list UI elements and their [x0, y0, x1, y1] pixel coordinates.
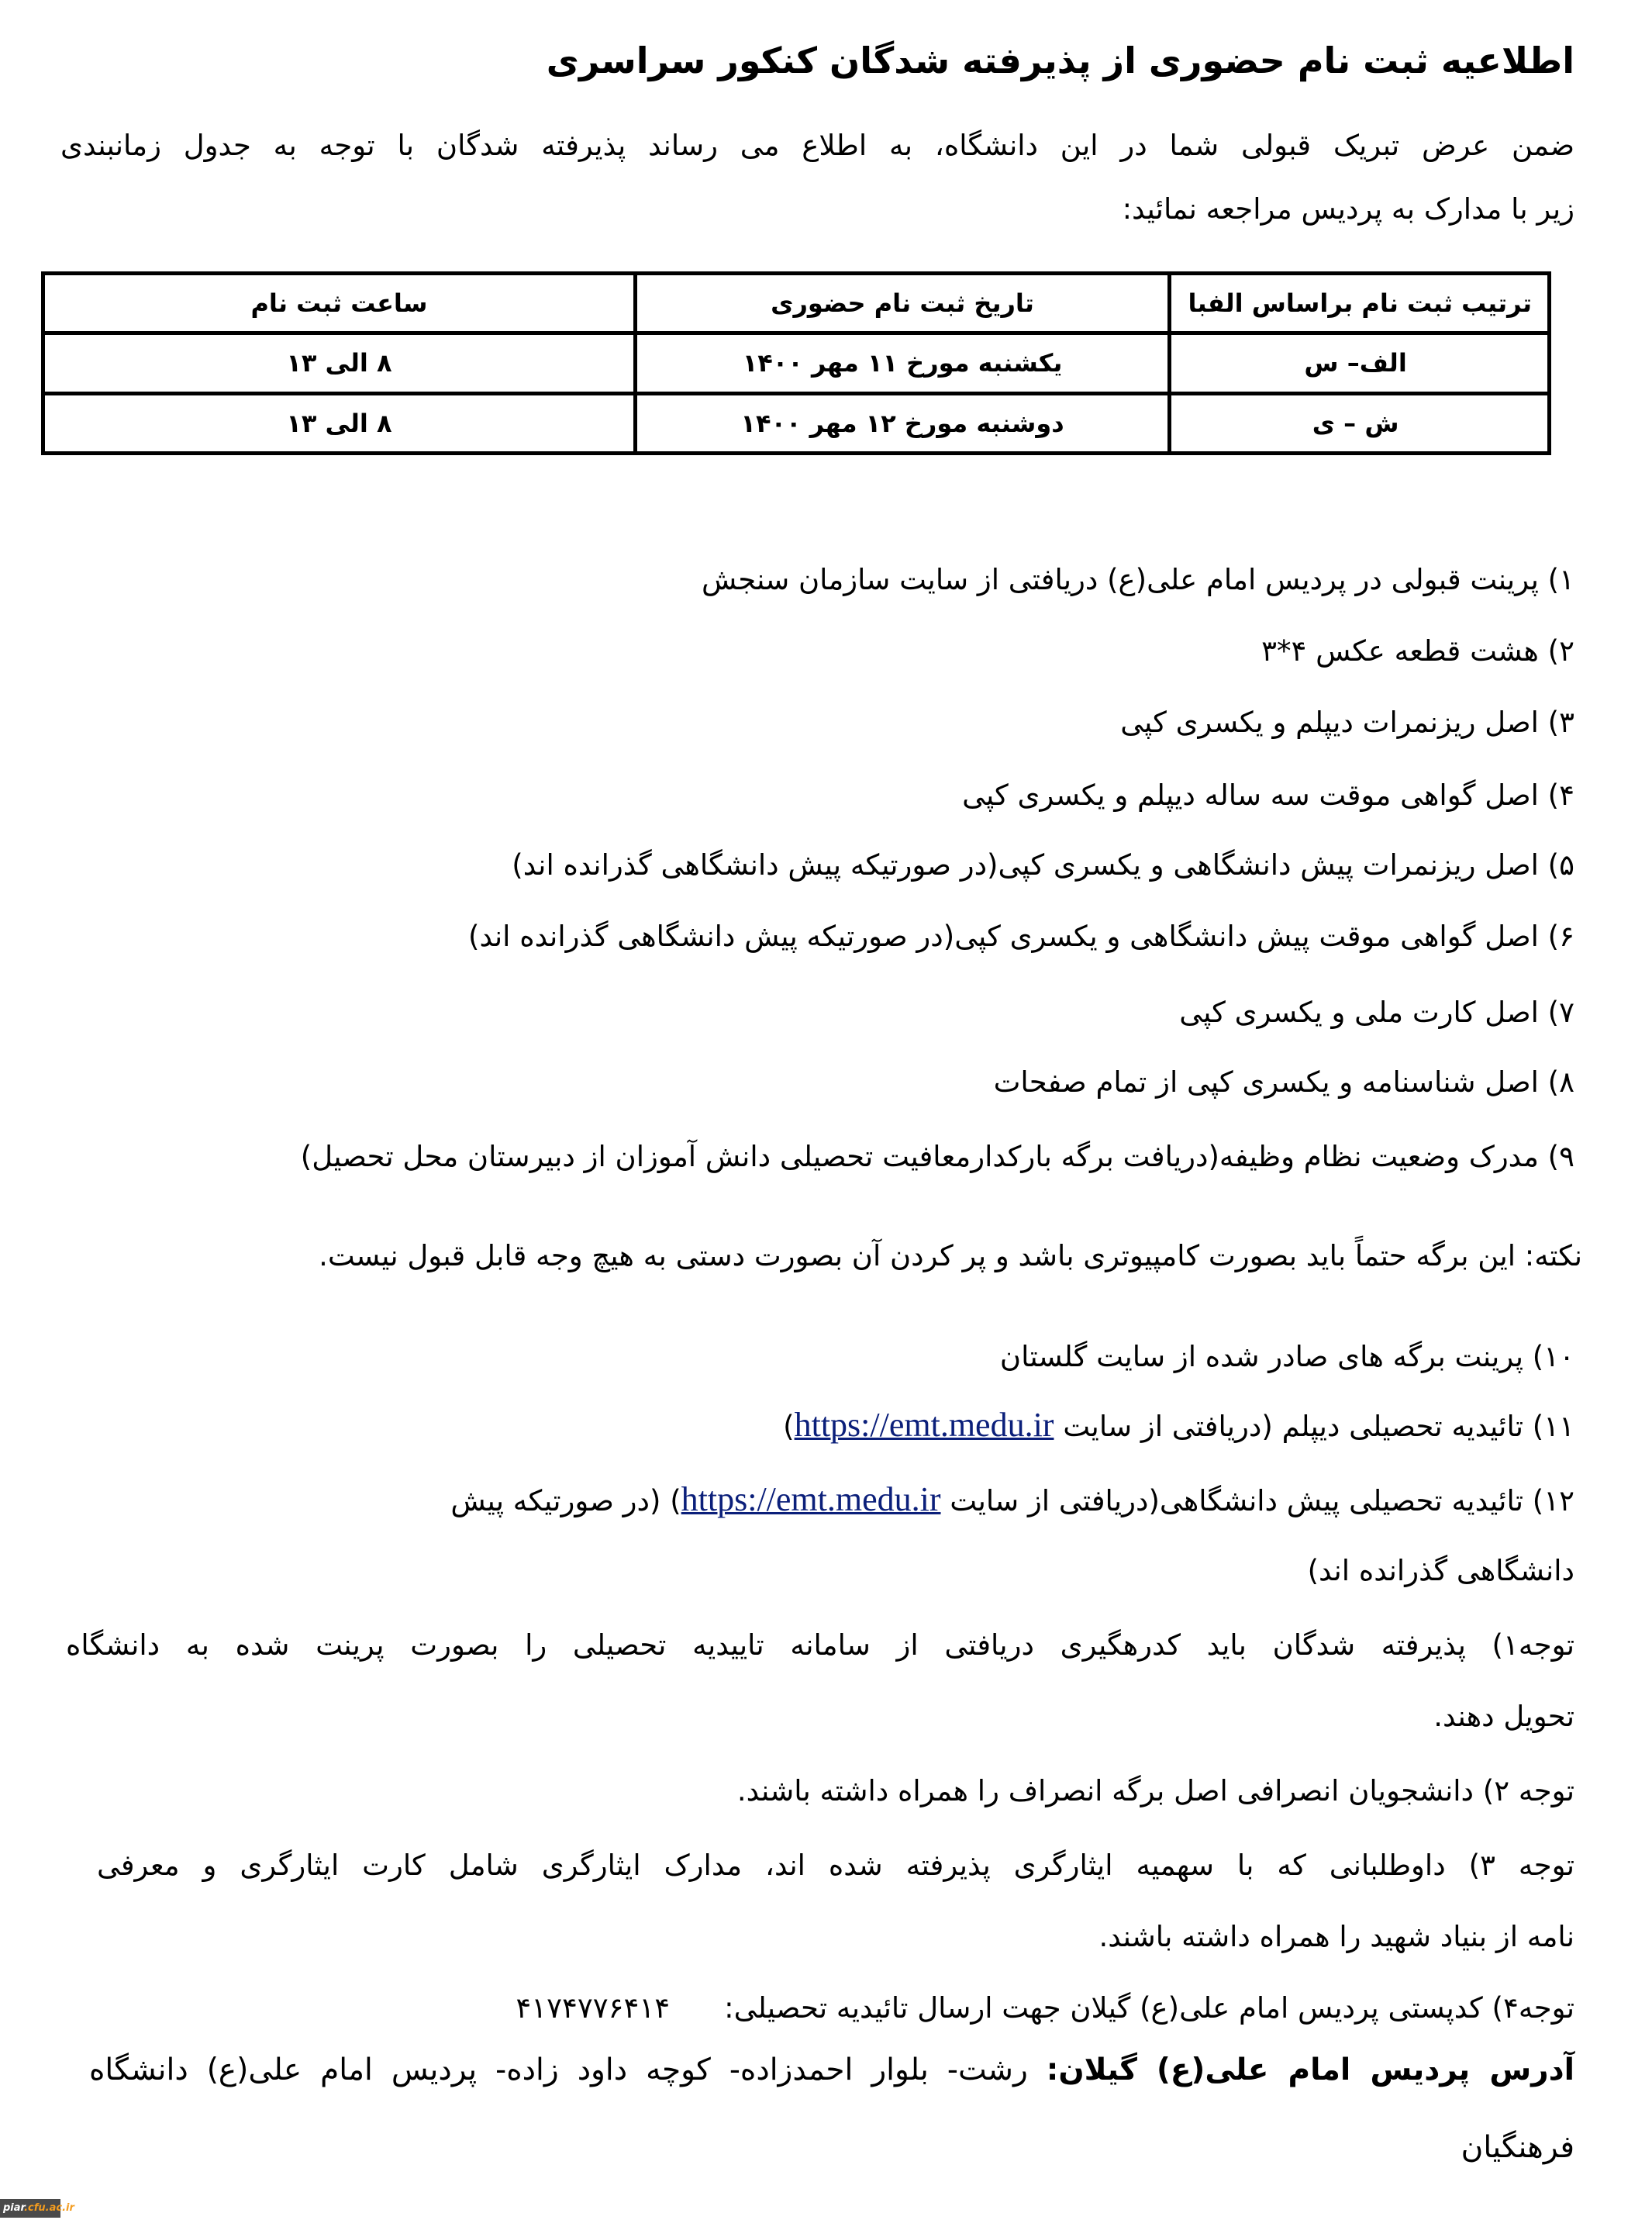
table-header-row	[43, 274, 1550, 333]
list-item-11	[47, 1402, 1574, 1452]
list-item: ۷) اصل کارت ملی و یکسری کپی	[1179, 996, 1574, 1029]
cell-alphabet-range: الف– س	[1170, 333, 1550, 393]
table-row	[43, 333, 1550, 393]
list-item: ۵) اصل ریزنمرات پیش دانشگاهی و یکسری کپی(در صورتیکه پیش دانشگاهی گذرانده اند)	[512, 848, 1574, 882]
cell-alphabet-range: ش – ی	[1170, 393, 1550, 453]
list-item: ۱۰) پرینت برگه های صادر شده از سایت گلستان	[999, 1340, 1574, 1373]
list-item: ۱) پرینت قبولی در پردیس امام علی(ع) دریافتی از سایت سازمان سنجش	[702, 563, 1574, 596]
address-label: آدرس پردیس امام علی(ع) گیلان:	[1046, 2053, 1574, 2087]
postal-code: ۴۱۷۴۷۷۶۴۱۴	[516, 1991, 671, 2025]
address-line-2: فرهنگیان	[1461, 2130, 1574, 2165]
table-row	[43, 393, 1550, 453]
notice-2: توجه ۲) دانشجویان انصرافی اصل برگه انصراف را همراه داشته باشند.	[736, 1774, 1574, 1807]
watermark-logo	[0, 2199, 74, 2218]
cell-hours: ۸ الی ۱۳	[43, 393, 636, 453]
list-item: ۲) هشت قطعه عکس ۴*۳	[1261, 634, 1574, 668]
cell-hours: ۸ الی ۱۳	[43, 333, 636, 393]
list-item: ۴) اصل گواهی موقت سه ساله دیپلم و یکسری کپی	[962, 779, 1574, 812]
header-registration-date: تاریخ ثبت نام حضوری	[635, 274, 1169, 333]
emt-medu-link[interactable]: https://emt.medu.ir	[794, 1406, 1054, 1444]
list-item: ۶) اصل گواهی موقت پیش دانشگاهی و یکسری کپی(در صورتیکه پیش دانشگاهی گذرانده اند)	[468, 920, 1574, 953]
cell-date: دوشنبه مورخ ۱۲ مهر ۱۴۰۰	[635, 393, 1169, 453]
notice-1-line-1: توجه۱) پذیرفته شدگان باید کدرهگیری دریافتی از سامانه تاییدیه تحصیلی را بصورت پرینت شده به دانشگاه	[66, 1628, 1574, 1662]
page-title: اطلاعیه ثبت نام حضوری از پذیرفته شدگان کنکور سراسری	[546, 40, 1574, 81]
item12-text: ۱۲) تائیدیه تحصیلی پیش دانشگاهی(دریافتی از سایت	[940, 1484, 1574, 1517]
emt-medu-link[interactable]: https://emt.medu.ir	[681, 1480, 941, 1518]
list-item-12	[155, 1476, 1574, 1526]
notice-1-line-2: تحویل دهند.	[1433, 1700, 1574, 1733]
item12-after: ) (در صورتیکه پیش	[450, 1484, 681, 1517]
watermark-part-2: .cfu.ac.ir	[24, 2202, 74, 2214]
list-item: ۳) اصل ریزنمرات دیپلم و یکسری کپی	[1120, 706, 1574, 739]
item11-text: ۱۱) تائیدیه تحصیلی دیپلم (دریافتی از سایت	[1054, 1410, 1574, 1443]
address-text: رشت- بلوار احمدزاده- کوچه داود زاده- پردیس امام علی(ع) دانشگاه	[89, 2053, 1047, 2087]
notice-4-label: توجه۴) کدپستی پردیس امام علی(ع) گیلان جهت ارسال تائیدیه تحصیلی:	[724, 1991, 1574, 2025]
intro-line-1: ضمن عرض تبریک قبولی شما در این دانشگاه، به اطلاع می رساند پذیرفته شدگان با توجه به جدول زمانبندی	[60, 129, 1574, 162]
list-item: ۸) اصل شناسنامه و یکسری کپی از تمام صفحات	[993, 1065, 1574, 1099]
item11-close: )	[783, 1410, 795, 1443]
schedule-table	[41, 271, 1551, 455]
notice-3-line-2: نامه از بنیاد شهید را همراه داشته باشند.	[1098, 1920, 1574, 1953]
header-registration-hours: ساعت ثبت نام	[43, 274, 636, 333]
list-item: ۹) مدرک وضعیت نظام وظیفه(دریافت برگه بارکدارمعافیت تحصیلی دانش آموزان از دبیرستان محل تحصیل)	[300, 1140, 1574, 1173]
watermark-part-1: piar	[3, 2202, 25, 2214]
cell-date: یکشنبه مورخ ۱۱ مهر ۱۴۰۰	[635, 333, 1169, 393]
header-alphabet-order: ترتیب ثبت نام براساس الفبا	[1170, 274, 1550, 333]
note-text: نکته: این برگه حتماً باید بصورت کامپیوتری باشد و پر کردن آن بصورت دستی به هیچ وجه قابل قبول نیست.	[319, 1239, 1582, 1272]
intro-line-2: زیر با مدارک به پردیس مراجعه نمائید:	[1122, 192, 1574, 226]
list-item-12-line-2: دانشگاهی گذرانده اند)	[1307, 1554, 1574, 1587]
notice-4	[47, 1985, 1574, 2035]
address-line-1	[89, 2047, 1574, 2097]
notice-3-line-1: توجه ۳) داوطلبانی که با سهمیه ایثارگری پذیرفته شده اند، مدارک ایثارگری شامل کارت ایثارگری و معرفی	[97, 1849, 1574, 1882]
